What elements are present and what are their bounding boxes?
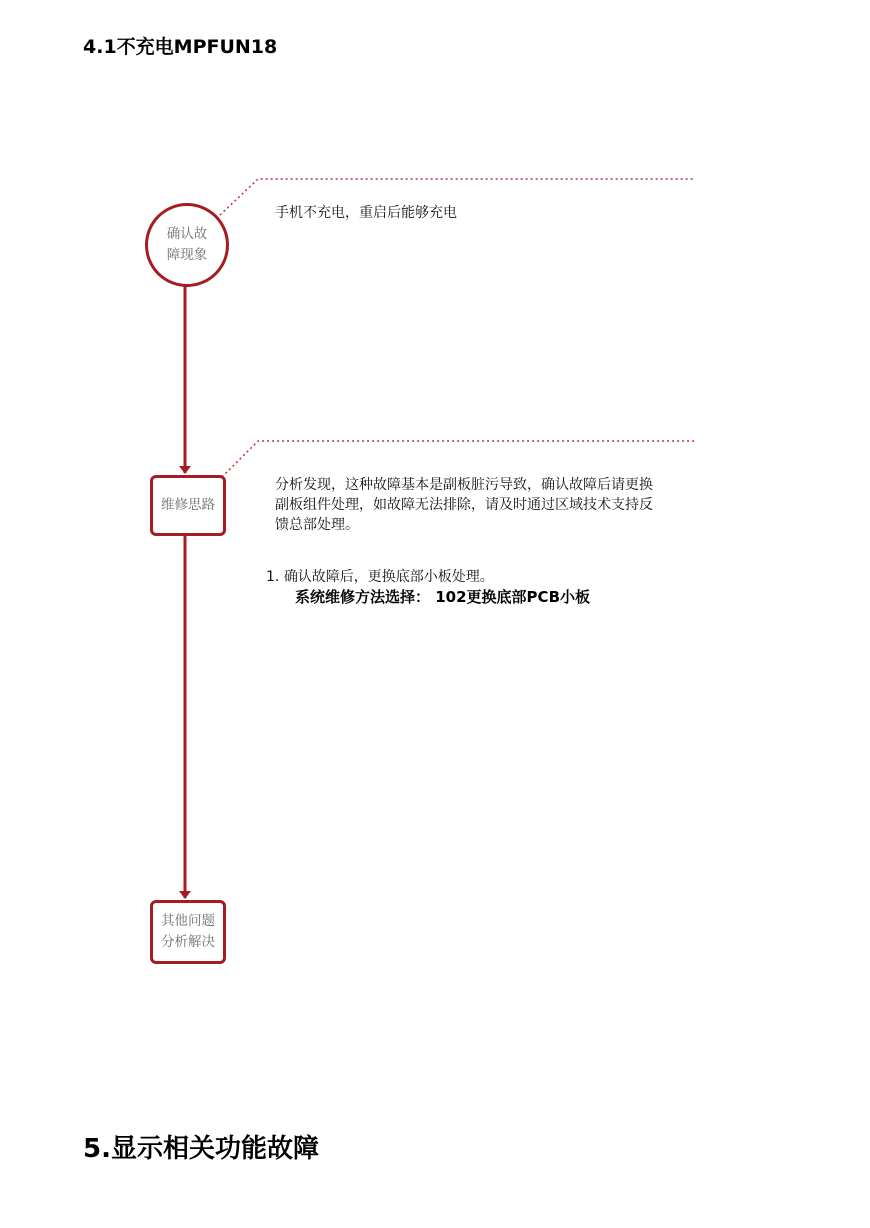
- flow-node-other-issues: [150, 900, 226, 964]
- repair-step-item: [266, 566, 494, 586]
- callout-dotted-line-2: [222, 441, 695, 477]
- connector-arrow-1: [179, 466, 191, 474]
- method-value: 102更换底部PCB小板: [435, 588, 590, 606]
- repair-method: [295, 586, 590, 607]
- symptom-text: 手机不充电，重启后能够充电: [275, 205, 457, 221]
- flow-node-label: 其他问题 分析解决: [161, 913, 215, 950]
- method-label: 系统维修方法选择：: [295, 588, 431, 606]
- connector-arrow-2: [179, 891, 191, 899]
- section-title: 4.1不充电MPFUN18: [83, 36, 278, 58]
- flow-node-confirm-fault: [145, 203, 229, 287]
- flow-node-repair-idea: [150, 475, 226, 536]
- section-title: 5.显示相关功能故障: [83, 1134, 319, 1164]
- flow-node-label: 维修思路: [161, 497, 215, 513]
- analysis-text: 分析发现，这种故障基本是副板脏污导致，确认故障后请更换副板组件处理，如故障无法排除，请及时通过区域技术支持反馈总部处理。: [275, 477, 653, 533]
- flow-node-label: 确认故 障现象: [166, 226, 208, 263]
- step-number: 1.: [266, 569, 280, 585]
- step-text: 确认故障后，更换底部小板处理。: [283, 569, 494, 585]
